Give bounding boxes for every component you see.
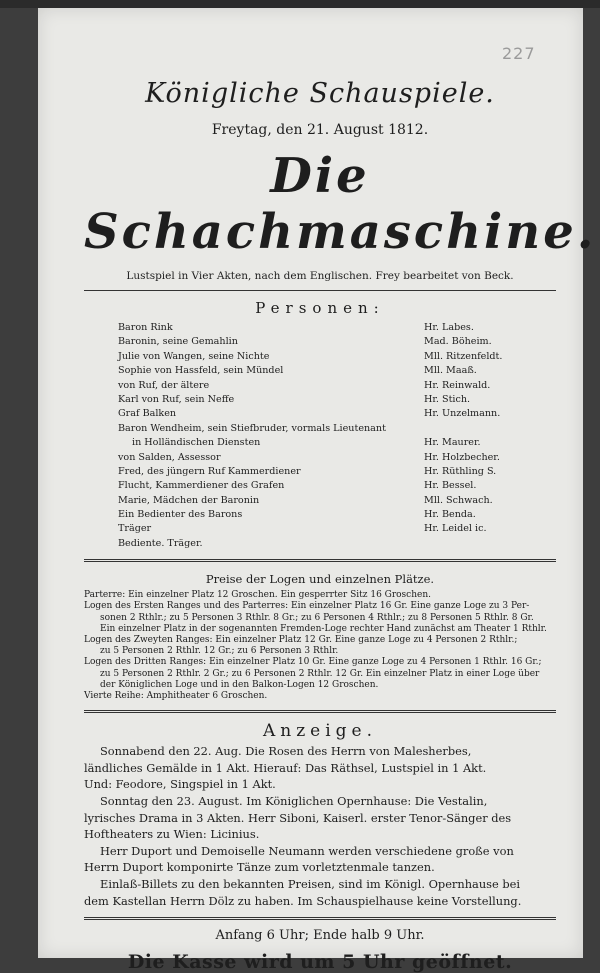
announcement-line: Sonntag den 23. August. Im Königlichen Opernhause: Die Vestalin, (100, 794, 488, 809)
price-line: sonen 2 Rthlr.; zu 5 Personen 3 Rthlr. 8 Gr.; zu 6 Personen 4 Rthlr.; zu 8 Personen 5 Rthlr. 8 Gr. (100, 612, 534, 623)
cast-actor: Mad. Böheim. (424, 336, 492, 348)
cast-role: Bediente. Träger. (118, 537, 203, 549)
price-line: Logen des Ersten Ranges und des Parterres: Ein einzelner Platz 16 Gr. Eine ganze Loge zu 3 Per- (84, 601, 530, 612)
cast-row (84, 494, 556, 508)
price-line: Ein einzelner Platz in der sogenannten Fremden-Loge rechter Hand zunächst am Theater 1 Rthlr. (100, 623, 547, 634)
playbill-content (84, 78, 597, 973)
cast-row (84, 465, 556, 479)
cast-actor: Mll. Ritzenfeldt. (424, 350, 503, 362)
cast-role: in Holländischen Diensten (132, 437, 261, 449)
cast-actor: Hr. Holzbecher. (424, 451, 500, 463)
divider (84, 917, 556, 920)
announcement-text (84, 743, 556, 909)
personen-heading: Personen: (255, 299, 385, 317)
cast-actor: Hr. Stich. (424, 393, 471, 405)
cast-row (84, 393, 556, 407)
play-subtitle: Lustspiel in Vier Akten, nach dem Englischen. Frey bearbeitet von Beck. (126, 270, 514, 282)
cast-actor: Hr. Bessel. (424, 480, 477, 492)
announcement-line: ländliches Gemälde in 1 Akt. Hierauf: Das Räthsel, Lustspiel in 1 Akt. (84, 760, 487, 775)
cast-actor: Mll. Maaß. (424, 365, 477, 377)
cast-role: Ein Bedienter des Barons (118, 509, 243, 521)
start-time: Anfang 6 Uhr; Ende halb 9 Uhr. (215, 928, 425, 944)
cast-list (84, 321, 556, 551)
cast-row (84, 321, 556, 335)
divider (84, 290, 556, 291)
cast-role: von Ruf, der ältere (118, 379, 210, 391)
price-line: Vierte Reihe: Amphitheater 6 Groschen. (84, 691, 268, 702)
cast-row (84, 508, 556, 522)
cast-actor: Hr. Benda. (424, 509, 476, 521)
cast-row (84, 379, 556, 393)
price-line: Parterre: Ein einzelner Platz 12 Groschen. Ein gesperrter Sitz 16 Groschen. (84, 590, 432, 601)
announcement-line: dem Kastellan Herrn Dölz zu haben. Im Schauspielhause keine Vorstellung. (84, 893, 522, 908)
cast-row (84, 537, 556, 551)
cast-actor: Hr. Rüthling S. (424, 465, 497, 477)
divider (84, 710, 556, 713)
announcement-line: Einlaß-Billets zu den bekannten Preisen, sind im Königl. Opernhause bei (100, 877, 521, 892)
cast-role: Flucht, Kammerdiener des Grafen (118, 480, 285, 492)
cast-role: Sophie von Hassfeld, sein Mündel (118, 365, 284, 377)
folio-number: 227 (502, 44, 536, 63)
announcement-line: Und: Feodore, Singspiel in 1 Akt. (84, 777, 276, 792)
announcement-line: Sonnabend den 22. Aug. Die Rosen des Herrn von Malesherbes, (100, 744, 472, 759)
price-list (84, 590, 556, 702)
playbill-page (38, 8, 597, 973)
announcement-line: Herrn Duport komponirte Tänze zum vorletztenmale tanzen. (84, 860, 435, 875)
cast-row (84, 522, 556, 536)
cast-row (84, 335, 556, 349)
price-line: zu 5 Personen 2 Rthlr. 2 Gr.; zu 6 Personen 2 Rthlr. 12 Gr. Ein einzelner Platz in einer Loge über (100, 668, 540, 679)
price-line: der Königlichen Loge und in den Balkon-Logen 12 Groschen. (100, 679, 379, 690)
play-title: Die Schachmaschine. (84, 148, 597, 260)
price-line: Logen des Zweyten Ranges: Ein einzelner Platz 12 Gr. Eine ganze Loge zu 4 Personen 2 Rthlr.; (84, 635, 518, 646)
cast-role: von Salden, Assessor (118, 451, 221, 463)
theatre-name: Königliche Schauspiele. (145, 78, 495, 109)
scan-frame (0, 0, 600, 8)
cast-role: Marie, Mädchen der Baronin (118, 494, 260, 506)
box-office-notice: Die Kasse wird um 5 Uhr geöffnet. (127, 951, 513, 973)
cast-row (84, 479, 556, 493)
cast-role: Baronin, seine Gemahlin (118, 336, 238, 348)
announcement-line: lyrisches Drama in 3 Akten. Herr Siboni, Kaiserl. erster Tenor-Sänger des (84, 810, 512, 825)
cast-actor: Hr. Maurer. (424, 437, 481, 449)
cast-row (84, 407, 556, 421)
cast-role: Fred, des jüngern Ruf Kammerdiener (118, 465, 301, 477)
cast-role: Träger (118, 523, 152, 535)
announcement-line: Herr Duport und Demoiselle Neumann werden verschiedene große von (100, 843, 514, 858)
cast-actor: Hr. Leidel ic. (424, 523, 487, 535)
cast-actor: Hr. Unzelmann. (424, 408, 501, 420)
cast-actor: Hr. Reinwald. (424, 379, 491, 391)
cast-actor: Mll. Schwach. (424, 494, 493, 506)
cast-row (84, 436, 556, 450)
cast-role: Graf Balken (118, 408, 177, 420)
announcement-line: Hoftheaters zu Wien: Licinius. (84, 827, 260, 842)
cast-row (84, 422, 556, 436)
cast-actor: Hr. Labes. (424, 322, 474, 333)
cast-role: Karl von Ruf, sein Neffe (118, 393, 235, 405)
cast-row (84, 350, 556, 364)
cast-row (84, 364, 556, 378)
performance-date: Freytag, den 21. August 1812. (211, 122, 429, 138)
anzeige-heading: Anzeige. (262, 721, 378, 742)
prices-heading: Preise der Logen und einzelnen Plätze. (205, 572, 435, 587)
price-line: Logen des Dritten Ranges: Ein einzelner Platz 10 Gr. Eine ganze Loge zu 4 Personen 1 Rthlr. 16 Gr.; (84, 657, 542, 668)
price-line: zu 5 Personen 2 Rthlr. 12 Gr.; zu 6 Personen 3 Rthlr. (100, 646, 339, 657)
cast-role: Baron Wendheim, sein Stiefbruder, vormals Lieutenant (118, 422, 386, 434)
cast-role: Baron Rink (118, 322, 173, 333)
cast-row (84, 451, 556, 465)
divider (84, 559, 556, 562)
cast-role: Julie von Wangen, seine Nichte (118, 350, 270, 362)
